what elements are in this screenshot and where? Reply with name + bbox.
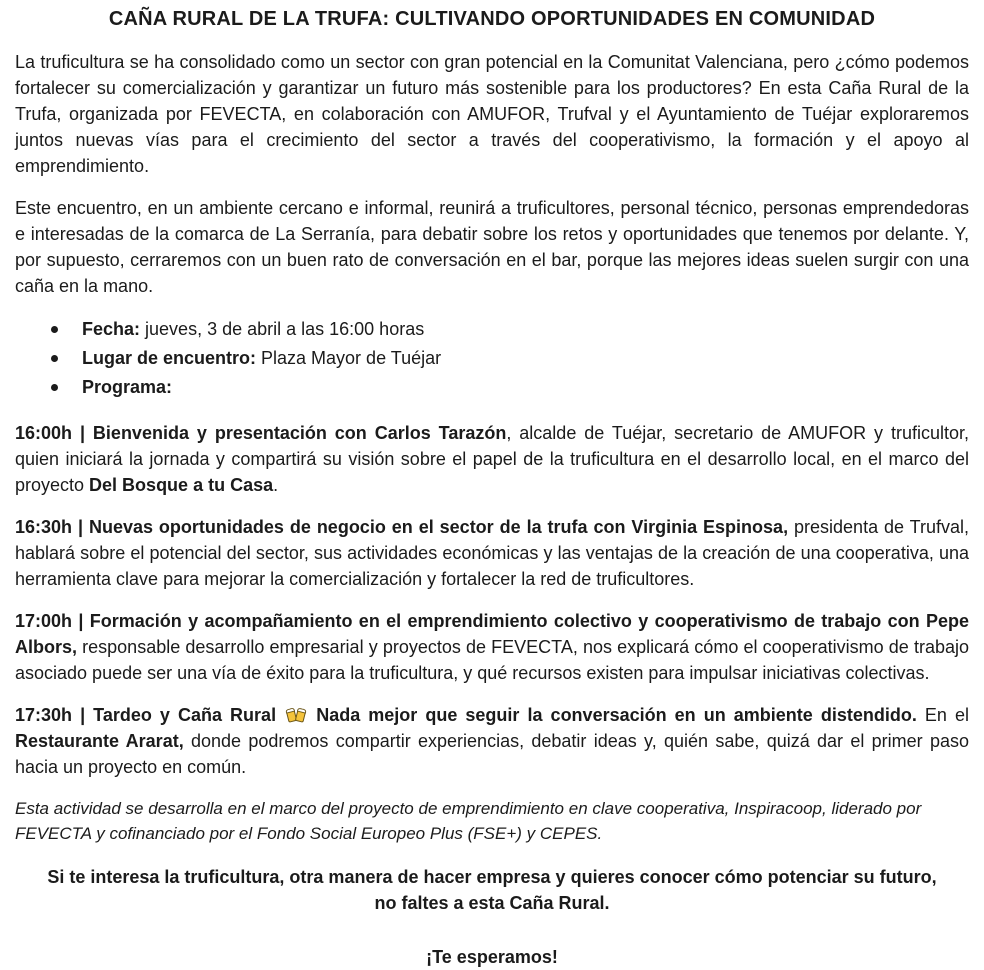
event-details-list — [49, 315, 969, 402]
text-run: 17:00h | Formación y acompañamiento en el emprendimiento colectivo y cooperativismo de trabajo con Pepe Albors, — [15, 611, 969, 657]
text-run: presidenta de Trufval, hablará sobre el potencial del sector, sus actividades económicas y las ventajas de la creación de una cooperativa, una herramienta clave para mejorar la comercialización y fortalecer la red de truficultores. — [15, 517, 970, 589]
text-run: Del Bosque a tu Casa — [89, 475, 274, 495]
text-run: . — [273, 475, 279, 495]
list-item-fecha — [49, 315, 969, 344]
beer-mugs-icon — [285, 705, 307, 724]
list-item-lugar — [49, 344, 969, 373]
text-run: Este encuentro, en un ambiente cercano e informal, reunirá a truficultores, personal técnico, personas emprendedoras e interesadas de la comarca de La Serranía, para debatir sobre los retos y oportunidades que tenemos por delante. Y, por supuesto, cerraremos con un buen rato de conversación en el bar, porque las mejores ideas suelen surgir con una caña en la mano. — [15, 198, 969, 296]
text-run: Plaza Mayor de Tuéjar — [256, 348, 442, 368]
closing-call-line-2: no faltes a esta Caña Rural. — [374, 893, 610, 913]
text-run: 16:00h | Bienvenida y presentación con Carlos Tarazón — [15, 423, 507, 443]
program-item-1700 — [15, 608, 969, 686]
intro-paragraph-1 — [15, 49, 969, 179]
page-title: CAÑA RURAL DE LA TRUFA: CULTIVANDO OPORTUNIDADES EN COMUNIDAD — [108, 8, 876, 30]
text-run: jueves, 3 de abril a las 16:00 horas — [140, 319, 425, 339]
text-run: La truficultura se ha consolidado como un sector con gran potencial en la Comunitat Valenciana, pero ¿cómo podemos fortalecer su comercialización y garantizar un futuro más sostenible para los productores? En esta Caña Rural de la Trufa, organizada por FEVECTA, en colaboración con AMUFOR, Trufval y el Ayuntamiento de Tuéjar exploraremos juntos nuevas vías para el crecimiento del sector a través del cooperativismo, la formación y el apoyo al emprendimiento. — [15, 52, 969, 176]
text-run: Restaurante Ararat, — [15, 731, 184, 751]
text-run: Esta actividad se desarrolla en el marco del proyecto de emprendimiento en clave cooperativa, Inspiracoop, liderado por FEVECTA y cofinanciado por el Fondo Social Europeo Plus (FSE+) y CEPES. — [15, 799, 922, 843]
text-run: Programa: — [82, 377, 173, 397]
list-item-programa — [49, 373, 969, 402]
funding-note — [15, 796, 969, 846]
text-run: , alcalde de Tuéjar, secretario de AMUFOR y truficultor, quien iniciará la jornada y compartirá su visión sobre el papel de la truficultura en el desarrollo local, en el marco del proyecto — [15, 423, 969, 495]
program-item-1730 — [15, 702, 969, 780]
text-run: Fecha: — [82, 319, 141, 339]
program-item-1600 — [15, 420, 969, 498]
text-run: 17:30h | Tardeo y Caña Rural — [15, 705, 285, 725]
text-run: responsable desarrollo empresarial y proyectos de FEVECTA, nos explicará cómo el cooperativismo de trabajo asociado puede ser una vía de éxito para la truficultura, y qué recursos existen para impulsar iniciativas colectivas. — [15, 637, 969, 683]
program-item-1630 — [15, 514, 969, 592]
farewell-line: ¡Te esperamos! — [426, 947, 558, 967]
text-run: 16:30h | Nuevas oportunidades de negocio en el sector de la trufa con Virginia Espinosa, — [15, 517, 789, 537]
text-run: Lugar de encuentro: — [82, 348, 257, 368]
intro-paragraph-2 — [15, 195, 969, 299]
text-run: En el — [916, 705, 970, 725]
text-run: donde podremos compartir experiencias, debatir ideas y, quién sabe, quizá dar el primer paso hacia un proyecto en común. — [15, 731, 969, 777]
closing-call-line-1: Si te interesa la truficultura, otra manera de hacer empresa y quieres conocer cómo potenciar su futuro, — [47, 867, 937, 887]
text-run: Nada mejor que seguir la conversación en un ambiente distendido. — [308, 705, 917, 725]
